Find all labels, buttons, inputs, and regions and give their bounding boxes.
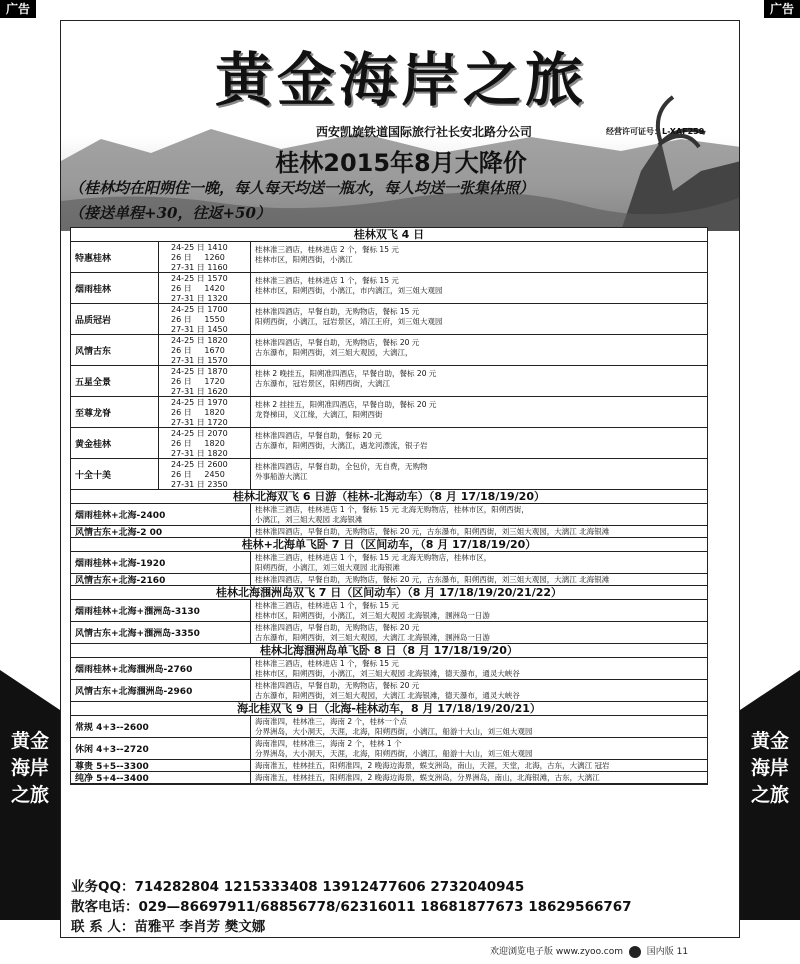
ad-frame	[60, 20, 740, 938]
section-title: 桂林北海涠洲岛双飞 7 日（区间动车）（8 月 17/18/19/20/21/22）	[71, 586, 707, 600]
contact-person-label: 联 系 人：	[71, 919, 135, 935]
tour-hotel-info: 桂林准四酒店，早餐自助，无购物店，餐标 20 元	[255, 681, 420, 690]
tour-row	[71, 716, 707, 738]
side-banner-left-text: 黄金 海岸 之旅	[10, 730, 49, 806]
section-title: 桂林北海双飞 6 日游（桂林-北海动车）（8 月 17/18/19/20）	[71, 490, 707, 504]
tour-dates-prices: 24-25 日 1820 26 日 1670 27-31 日 1570	[159, 335, 251, 365]
tour-row	[71, 242, 707, 273]
tour-sights: 古东瀑布，阳朔西街，刘三姐大观园，大漓江，	[255, 348, 413, 357]
tour-sights: 分界洲岛，大小洞天，天涯，北海，阳朔西街，小漓江，船游十大山，刘三姐大观园	[255, 749, 533, 758]
qq-label: 业务QQ：	[71, 879, 135, 895]
tour-dates-prices: 24-25 日 1970 26 日 1820 27-31 日 1720	[159, 397, 251, 427]
transfer-note: （接送单程+30，往返+50）	[69, 204, 271, 222]
tour-sights: 龙脊梯田，义江缘，大漓江，阳朔西街	[255, 410, 383, 419]
section-title: 海北桂双飞 9 日（北海-桂林动车，8 月 17/18/19/20/21）	[71, 702, 707, 716]
agency-name: 西安凯旋铁道国际旅行社长安北路分公司	[316, 125, 533, 139]
footer-edition: 国内版	[646, 947, 674, 957]
tour-row	[71, 760, 707, 772]
tour-sights: 分界洲岛，大小洞天，天涯，北海，阳朔西街，小漓江，船游十大山，刘三姐大观园	[255, 727, 533, 736]
tour-hotel-info: 桂林准三酒店，桂林进店 2 个，餐标 15 元	[255, 245, 399, 254]
section-title: 桂林+北海单飞卧 7 日（区间动车，（8 月 17/18/19/20）	[71, 538, 707, 552]
tour-name: 至尊龙脊	[71, 397, 159, 427]
tour-name: 特惠桂林	[71, 242, 159, 272]
tour-name: 纯净 5+4--3400	[71, 772, 251, 783]
tour-hotel-info: 桂林准三酒店，桂林进店 1 个，餐标 15 元	[255, 276, 399, 285]
tour-name: 风情古东	[71, 335, 159, 365]
tour-name: 黄金桂林	[71, 428, 159, 458]
tour-hotel-info: 桂林准三酒店，桂林进店 1 个，餐标 15 元	[255, 659, 399, 668]
tour-row	[71, 273, 707, 304]
footer-welcome: 欢迎浏览电子版	[490, 947, 554, 957]
tour-row	[71, 772, 707, 784]
tour-hotel-info: 海南准五，桂林挂五，阳朔准四，2 晚海边海景，蜈支洲岛，分界洲岛，南山，北海银滩，古东，大漓江	[255, 773, 600, 782]
tour-hotel-info: 桂林准四酒店，早餐自助，无购物店，餐标 15 元	[255, 307, 420, 316]
section-title: 桂林双飞 4 日	[71, 228, 707, 242]
phone-label: 散客电话：	[71, 899, 139, 915]
tour-name: 烟雨桂林+北海-1920	[71, 552, 251, 573]
headline: 桂林2015年8月大降价	[275, 149, 527, 177]
tour-name: 风情古东+北海涠洲岛-2960	[71, 680, 251, 701]
promo-note: （桂林均在阳朔住一晚，每人每天均送一瓶水，每人均送一张集体照）	[69, 179, 535, 197]
ad-label-left: 广告	[0, 0, 36, 18]
tour-sights: 外事船游大漓江	[255, 472, 308, 481]
tour-name: 风情古东+北海-2 00	[71, 526, 251, 537]
tour-sights: 古东瀑布，阳朔西街，刘三姐大观园，大漓江 北海银滩，德天瀑布，通灵大峡谷	[255, 691, 520, 700]
tour-sights: 桂林市区，阳朔西街，小漓江	[255, 255, 353, 264]
tour-name: 尊贵 5+5--3300	[71, 760, 251, 771]
tour-row	[71, 552, 707, 574]
tour-name: 烟雨桂林+北海+涠洲岛-3130	[71, 600, 251, 621]
tour-sights: 小漓江，刘三姐大观园 北海银滩	[255, 515, 363, 524]
tour-row	[71, 622, 707, 644]
tour-sights: 桂林市区，阳朔西街，小漓江，市内漓江，刘三姐大观园	[255, 286, 443, 295]
section-title: 桂林北海涠洲岛单飞卧 8 日（8 月 17/18/19/20）	[71, 644, 707, 658]
footer-page-number: 11	[676, 947, 689, 957]
tour-hotel-info: 桂林 2 挂挂五，阳朔准四酒店，早餐自助，餐标 20 元	[255, 400, 437, 409]
tour-name: 烟雨桂林+北海涠洲岛-2760	[71, 658, 251, 679]
phone-numbers: 029—86697911/68856778/62316011 18681877673 18629566767	[138, 899, 632, 915]
tour-row	[71, 526, 707, 538]
tour-name: 风情古东+北海-2160	[71, 574, 251, 585]
tour-hotel-info: 桂林准四酒店，早餐自助，无购物店，餐标 20 元，古东瀑布，阳朔西街，刘三姐大观园，大漓江 北海银滩	[255, 527, 610, 536]
tour-sights: 阳朔西街，小漓江，刘三姐大观园 北海银滩	[255, 563, 400, 572]
tour-row	[71, 504, 707, 526]
tour-name: 烟雨桂林	[71, 273, 159, 303]
tour-row	[71, 335, 707, 366]
tour-hotel-info: 桂林准三酒店，桂林进店 1 个，餐标 15 元 北海无购物店，桂林市区，阳朔西街，	[255, 505, 529, 514]
tour-dates-prices: 24-25 日 2600 26 日 2450 27-31 日 2350	[159, 459, 251, 489]
tour-dates-prices: 24-25 日 1570 26 日 1420 27-31 日 1320	[159, 273, 251, 303]
tour-dates-prices: 24-25 日 1410 26 日 1260 27-31 日 1160	[159, 242, 251, 272]
tour-row	[71, 397, 707, 428]
tour-row	[71, 658, 707, 680]
ad-label-right: 广告	[764, 0, 800, 18]
tour-row	[71, 366, 707, 397]
tour-row	[71, 600, 707, 622]
tour-hotel-info: 桂林准四酒店，早餐自助，无购物店，餐标 20 元	[255, 338, 420, 347]
tour-row	[71, 680, 707, 702]
tour-sights: 阳朔西街，小漓江，冠岩景区，靖江王府，刘三姐大观园	[255, 317, 443, 326]
tour-hotel-info: 桂林准四酒店，早餐自助，无购物店，餐标 20 元，古东瀑布，阳朔西街，刘三姐大观园，大漓江 北海银滩	[255, 575, 610, 584]
license-number: 经营许可证号：L-XAF259	[606, 127, 705, 136]
tour-row	[71, 459, 707, 490]
tour-hotel-info: 桂林准四酒店，早餐自助，无购物店，餐标 20 元	[255, 623, 420, 632]
tour-sights: 桂林市区，阳朔西街，小漓江，刘三姐大观园 北海银滩，德天瀑布，通灵大峡谷	[255, 669, 520, 678]
side-banner-right	[740, 670, 800, 920]
tour-row	[71, 304, 707, 335]
side-banner-left	[0, 670, 60, 920]
tour-name: 十全十美	[71, 459, 159, 489]
tour-sights: 古东瀑布，阳朔西街，大漓江，遇龙河漂流，银子岩	[255, 441, 428, 450]
tour-dates-prices: 24-25 日 1700 26 日 1550 27-31 日 1450	[159, 304, 251, 334]
tour-dates-prices: 24-25 日 2070 26 日 1820 27-31 日 1820	[159, 428, 251, 458]
footer-site-link[interactable]: www.zyoo.com	[555, 947, 623, 957]
tour-name: 品质冠岩	[71, 304, 159, 334]
tour-name: 风情古东+北海+涠洲岛-3350	[71, 622, 251, 643]
contact-persons: 苗雅平 李肖芳 樊文娜	[134, 919, 266, 935]
contact-block	[71, 877, 739, 937]
tour-sights: 古东瀑布，冠岩景区，阳朔西街，大漓江	[255, 379, 390, 388]
logo-icon	[629, 946, 641, 958]
tour-name: 烟雨桂林+北海-2400	[71, 504, 251, 525]
tour-hotel-info: 桂林准三酒店，桂林进店 1 个，餐标 15 元	[255, 601, 399, 610]
tour-name: 五星全景	[71, 366, 159, 396]
tour-dates-prices: 24-25 日 1870 26 日 1720 27-31 日 1620	[159, 366, 251, 396]
tour-sights: 古东瀑布，阳朔西街，刘三姐大观园，大漓江 北海银滩，涠洲岛一日游	[255, 633, 490, 642]
side-banner-right-text: 黄金 海岸 之旅	[750, 730, 789, 806]
main-title: 黄金海岸之旅	[214, 46, 587, 114]
tour-hotel-info: 桂林准三酒店，桂林进店 1 个，餐标 15 元 北海无购物店，桂林市区，	[255, 553, 492, 562]
tour-hotel-info: 桂林准四酒店，早餐自助，餐标 20 元	[255, 431, 382, 440]
footer-text	[490, 944, 688, 958]
tour-name: 常规 4+3--2600	[71, 716, 251, 737]
tour-hotel-info: 桂林准四酒店，早餐自助，全包价，无自费，无购物	[255, 462, 428, 471]
tour-hotel-info: 海南准四，桂林准三，海南 2 个，桂林一个点	[255, 717, 408, 726]
tour-row	[71, 574, 707, 586]
tour-row	[71, 738, 707, 760]
tour-hotel-info: 海南准四，桂林准三，海南 2 个，桂林 1 个	[255, 739, 402, 748]
tour-hotel-info: 海南准五，桂林挂五，阳朔准四，2 晚海边海景，蜈支洲岛，南山，天涯，天堂，北海，古东，大漓江 冠岩	[255, 761, 610, 770]
tour-name: 休闲 4+3--2720	[71, 738, 251, 759]
qq-numbers: 714282804 1215333408 13912477606 2732040945	[134, 879, 525, 895]
tour-sights: 桂林市区，阳朔西街，小漓江，刘三姐大观园 北海银滩，涠洲岛一日游	[255, 611, 490, 620]
tour-hotel-info: 桂林 2 晚挂五，阳朔准四酒店，早餐自助，餐标 20 元	[255, 369, 437, 378]
itinerary-tables	[70, 227, 708, 785]
tour-row	[71, 428, 707, 459]
